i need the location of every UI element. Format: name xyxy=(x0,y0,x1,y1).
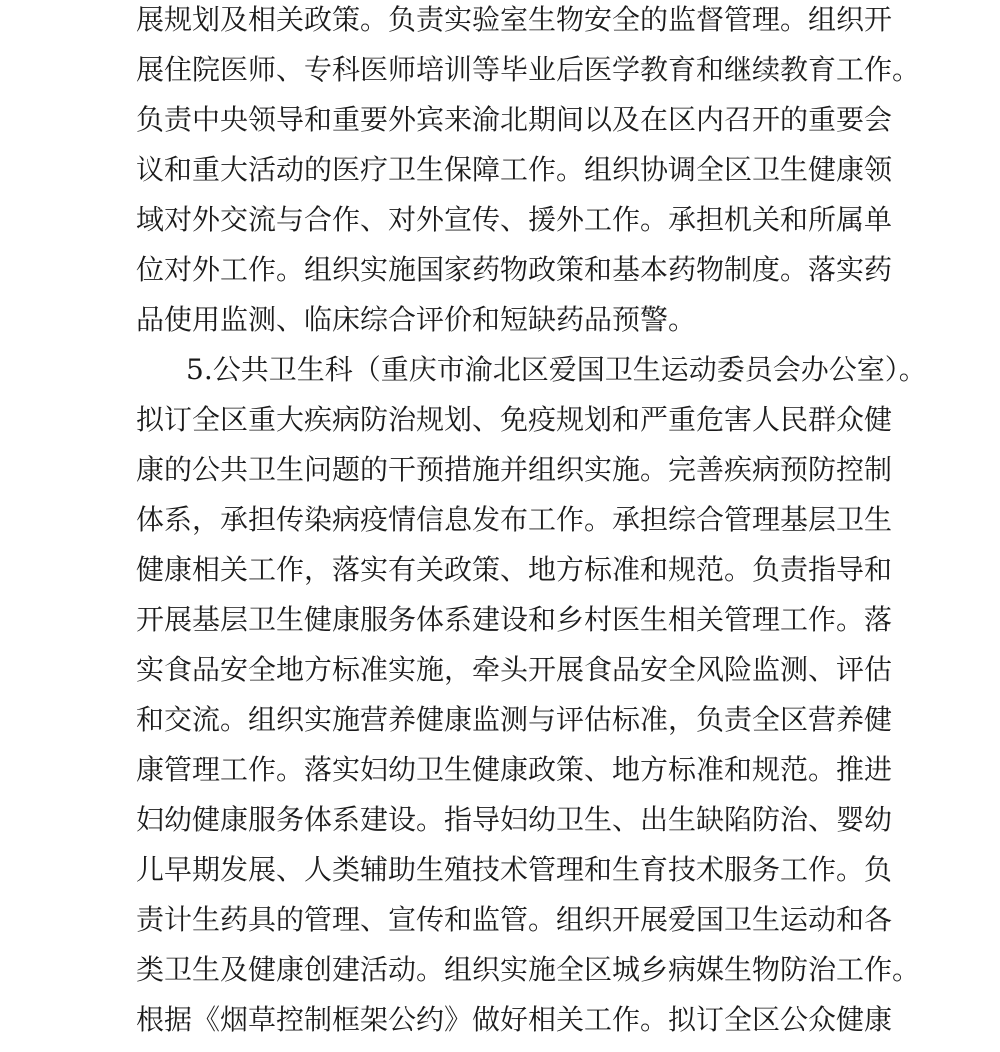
text-line: 责计生药具的管理、宣传和监管。组织开展爱国卫生运动和各 xyxy=(136,903,893,936)
text-line: 健康相关工作，落实有关政策、地方标准和规范。负责指导和 xyxy=(136,553,893,586)
section-heading-line: 5.公共卫生科（重庆市渝北区爱国卫生运动委员会办公室）。 xyxy=(186,353,927,386)
text-line: 展规划及相关政策。负责实验室生物安全的监督管理。组织开 xyxy=(136,3,893,36)
text-line: 体系，承担传染病疫情信息发布工作。承担综合管理基层卫生 xyxy=(136,503,893,536)
text-line: 议和重大活动的医疗卫生保障工作。组织协调全区卫生健康领 xyxy=(136,153,893,186)
text-line: 实食品安全地方标准实施，牵头开展食品安全风险监测、评估 xyxy=(136,653,893,686)
text-line: 儿早期发展、人类辅助生殖技术管理和生育技术服务工作。负 xyxy=(136,853,893,886)
text-line: 康管理工作。落实妇幼卫生健康政策、地方标准和规范。推进 xyxy=(136,753,893,786)
text-line: 类卫生及健康创建活动。组织实施全区城乡病媒生物防治工作。 xyxy=(136,953,921,986)
text-line: 康的公共卫生问题的干预措施并组织实施。完善疾病预防控制 xyxy=(136,453,893,486)
text-line: 域对外交流与合作、对外宣传、援外工作。承担机关和所属单 xyxy=(136,203,893,236)
text-line: 位对外工作。组织实施国家药物政策和基本药物制度。落实药 xyxy=(136,253,893,286)
text-line: 负责中央领导和重要外宾来渝北期间以及在区内召开的重要会 xyxy=(136,103,893,136)
text-line: 根据《烟草控制框架公约》做好相关工作。拟订全区公众健康 xyxy=(136,1003,893,1036)
text-line: 品使用监测、临床综合评价和短缺药品预警。 xyxy=(136,303,697,336)
text-line: 和交流。组织实施营养健康监测与评估标准，负责全区营养健 xyxy=(136,703,893,736)
text-line: 开展基层卫生健康服务体系建设和乡村医生相关管理工作。落 xyxy=(136,603,893,636)
text-line: 展住院医师、专科医师培训等毕业后医学教育和继续教育工作。 xyxy=(136,53,921,86)
text-line: 妇幼健康服务体系建设。指导妇幼卫生、出生缺陷防治、婴幼 xyxy=(136,803,893,836)
text-line: 拟订全区重大疾病防治规划、免疫规划和严重危害人民群众健 xyxy=(136,403,893,436)
